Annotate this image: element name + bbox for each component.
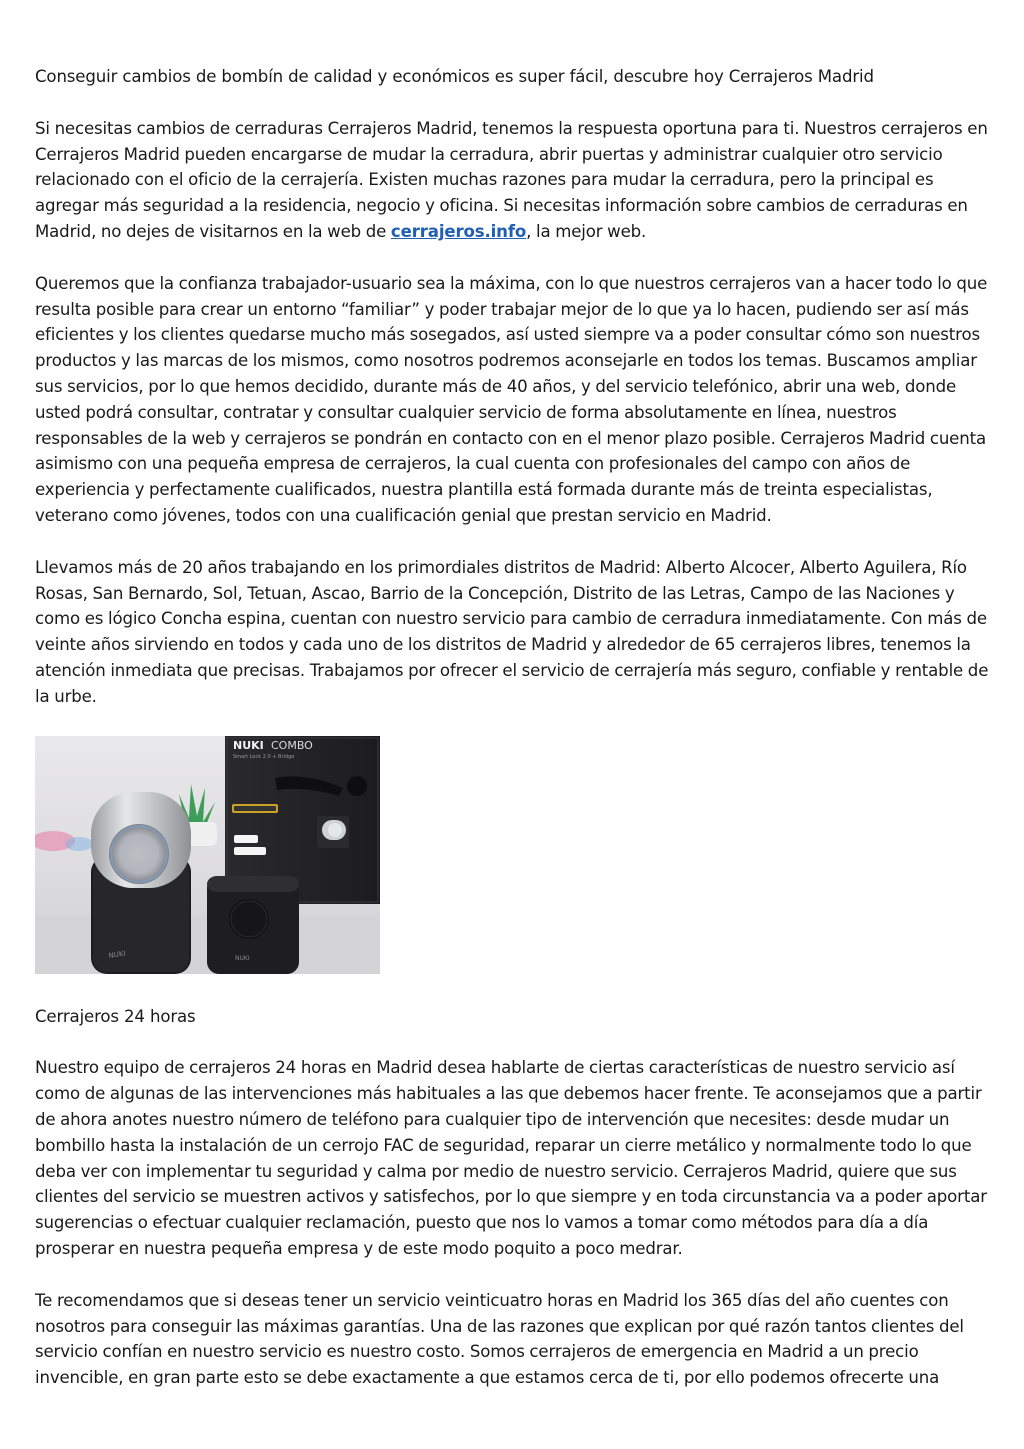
paragraph-24h-team: Nuestro equipo de cerrajeros 24 horas en Madrid desea hablarte de ciertas características de nuestro servicio así como de algunas de las intervenciones más habituales a las que debemos hacer frente. Te aconsejamos que a partir de ahora anotes nuestro número de teléfono para cualquier tipo de intervención que necesites: desde mudar un bombillo hasta la instalación de un cerrojo FAC de seguridad, reparar un cierre metálico y normalmente todo lo que deba ver con implementar tu seguridad y calma por medio de nuestro servicio. Cerrajeros Madrid, quiere que sus clientes del servicio se muestren activos y satisfechos, por lo que siempre y en toda circunstancia va a poder aportar sugerencias o efectuar cualquier reclamación, puesto que nos lo vamos a tomar como métodos para día a día prosperar en nuestra pequeña empresa y de este modo poquito a poco medrar.	[35, 1058, 987, 1258]
paragraph-recommendation: Te recomendamos que si deseas tener un servicio veinticuatro horas en Madrid los 365 días del año cuentes con nosotros para conseguir las máximas garantías. Una de las razones que explican por qué razón tantos clientes del servicio confían en nuestro servicio es nuestro costo. Somos cerrajeros de emergencia en Madrid a un precio invencible, en gran parte esto se debe exactamente a que estamos cerca de ti, por ello podemos ofrecerte una	[35, 1290, 964, 1388]
cerrajeros-info-link[interactable]: cerrajeros.info	[390, 221, 527, 241]
paragraph-locks-change	[35, 116, 995, 245]
bridge-brand-text: NUKI	[235, 954, 250, 962]
device-brand-text: NUKI	[108, 949, 127, 960]
section-title: Cerrajeros 24 horas	[35, 1006, 196, 1026]
smart-lock-device	[91, 792, 191, 974]
box-product-text: COMBO	[271, 738, 313, 752]
smart-lock-photo	[35, 736, 380, 974]
paragraph-text: Si necesitas cambios de cerraduras Cerrajeros Madrid, tenemos la respuesta oportuna para ti. Nuestros cerrajeros en Cerrajeros Madrid pueden encargarse de mudar la cerradura, abrir puertas y administrar cualquier otro servicio relacionado con el oficio de la cerrajería. Existen muchas razones para mudar la cerradura, pero la principal es agregar más seguridad a la residencia, negocio y oficina. Si necesitas información sobre cambios de cerraduras en Madrid, no dejes de visitarnos en la web de	[35, 118, 988, 241]
paragraph-districts: Llevamos más de 20 años trabajando en los primordiales distritos de Madrid: Alberto Alcocer, Alberto Aguilera, Río Rosas, San Bernardo, Sol, Tetuan, Ascao, Barrio de la Concepción, Distrito de las Letras, Campo de las Naciones y como es lógico Concha espina, cuentan con nuestro servicio para cambio de cerradura inmediatamente. Con más de veinte años sirviendo en todos y cada uno de los distritos de Madrid y alrededor de 65 cerrajeros libres, tenemos la atención inmediata que precisas. Trabajamos por ofrecer el servicio de cerrajería más seguro, confiable y rentable de la urbe.	[35, 557, 989, 706]
paragraph-text-tail: , la mejor web.	[526, 221, 647, 241]
document-page	[35, 64, 995, 1417]
box-subtitle-text: Smart Lock 2.0 + Bridge	[233, 753, 295, 760]
intro-title: Conseguir cambios de bombín de calidad y económicos es super fácil, descubre hoy Cerrajeros Madrid	[35, 67, 874, 86]
box-brand-text: NUKI	[233, 738, 264, 752]
nuki-bridge-device	[207, 876, 299, 974]
paragraph-trust: Queremos que la confianza trabajador-usuario sea la máxima, con lo que nuestros cerrajeros van a hacer todo lo que resulta posible para crear un entorno “familiar” y poder trabajar mejor de lo que ya lo hacen, pudiendo ser así más eficientes y los clientes quedarse mucho más sosegados, así usted siempre va a poder consultar cómo son nuestros productos y las marcas de los mismos, como nosotros podremos aconsejarle en todos los temas. Buscamos ampliar sus servicios, por lo que hemos decidido, durante más de 40 años, y del servicio telefónico, abrir una web, donde usted podrá consultar, contratar y consultar cualquier servicio de forma absolutamente en línea, nuestros responsables de la web y cerrajeros se pondrán en contacto con en el menor plazo posible. Cerrajeros Madrid cuenta asimismo con una pequeña empresa de cerrajeros, la cual cuenta con profesionales del campo con años de experiencia y perfectamente cualificados, nuestra plantilla está formada durante más de treinta especialistas, veterano como jóvenes, todos con una cualificación genial que prestan servicio en Madrid.	[35, 273, 988, 525]
